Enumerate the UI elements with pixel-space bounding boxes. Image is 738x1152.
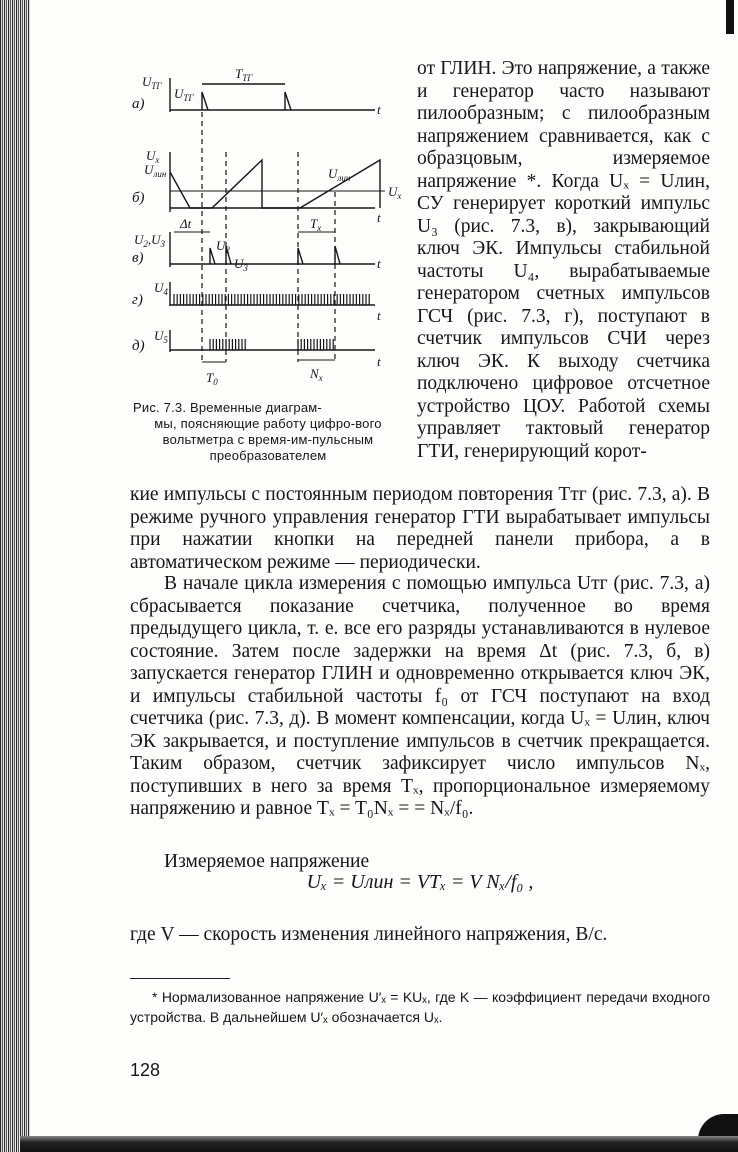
- pulse-u3-2: [335, 246, 340, 264]
- t-label-g: t: [377, 308, 381, 323]
- axis-label-v: $U_2,U_3$: [134, 232, 166, 249]
- row-label-d: д): [132, 338, 145, 354]
- paragraph-continuation: кие импульсы с постоянным периодом повторения Tтг (рис. 7.3, а). В режиме ручного управления генератор ГТИ вырабатывает импульсы при нажатии кнопки на передней панели прибора, а в автоматическом режиме — периодически.: [130, 484, 710, 573]
- paragraph-measurement-cycle: В начале цикла измерения с помощью импульса Uтг (рис. 7.3, а) сбрасывается показание счетчика, полученное во время предыдущего цикла, т. е. все его разряды устанавливаются в нулевое состояние. Затем после задержки на время Δt (рис. 7.3, б, в) запускается генератор ГЛИН и одновременно открывается ключ ЭК, и импульсы стабильной частоты f₀ от ГСЧ поступают на вход счетчика (рис. 7.3, д). В момент компенсации, когда Uₓ = Uлин, ключ ЭК закрывается, и поступление импульсов в счетчик прекращается. Таким образом, счетчик зафиксирует число импульсов Nₓ, поступивших в него за время Tₓ, пропорциональное измеряемому напряжению и равное Tₓ = T₀Nₓ = = Nₓ/f₀.: [130, 573, 710, 819]
- pulse-u2-1: [210, 248, 215, 264]
- t-label-a: t: [377, 102, 381, 117]
- caption-rest: мы, поясняющие работу цифро-вого вольтметра с время-им-пульсным преобразователем: [154, 416, 382, 463]
- formula-explanation: где V — скорость изменения линейного напряжения, В/с.: [130, 924, 608, 945]
- footnote: * Нормализованное напряжение U′ₓ = KUₓ, где K — коэффициент передачи входного устройства. В дальнейшем U′ₓ обозначается Uₓ.: [130, 989, 710, 1025]
- page-number: 128: [130, 1060, 161, 1080]
- row-label-b: б): [132, 190, 145, 206]
- pulse-utg-1: [202, 92, 208, 110]
- label-u2: $U_2$: [216, 238, 230, 255]
- axis-label-a: $U_{ТГ}$: [142, 74, 162, 91]
- book-binding-edge: [0, 0, 30, 1152]
- scan-corner-mark: [726, 0, 734, 34]
- figure-caption: [133, 400, 403, 464]
- t-label-v: t: [377, 256, 381, 271]
- t-label-d: t: [377, 354, 381, 369]
- right-column-text: от ГЛИН. Это напряжение, а также и генератор часто называют пилообразным; с пилообразным напряжением сравнивается, как с образцовым, измеряемое напряжение *. Когда Uₓ = Uлин, СУ генерирует короткий импульс U₃ (рис. 7.3, в), закрывающий ключ ЭК. Импульсы стабильной частоты U₄, вырабатываемые генератором счетных импульсов ГСЧ (рис. 7.3, г), поступают в счетчик импульсов СЧИ через ключ ЭК. К выходу счетчика подключено цифровое отсчетное устройство ЦОУ. Работой схемы управляет тактовый генератор ГТИ, генерирующий корот-: [417, 58, 710, 462]
- row-label-v: в): [132, 250, 144, 266]
- label-utg-inner: $U_{ТГ}$: [174, 86, 194, 103]
- footnote-rule: [130, 978, 230, 979]
- row-label-a: а): [132, 96, 145, 112]
- row-label-g: г): [132, 292, 143, 308]
- caption-lead: Рис. 7.3. Временные диаграм-: [133, 400, 322, 415]
- pulse-train-u5: [210, 339, 333, 350]
- label-u3: $U_3$: [234, 256, 248, 273]
- timing-diagram: [130, 62, 405, 387]
- axis-label-g: $U_4$: [154, 280, 168, 297]
- t-label-b: t: [377, 210, 381, 225]
- pulse-utg-2: [285, 92, 291, 110]
- label-delta-t: Δt: [180, 216, 192, 231]
- label-tx: $T_x$: [310, 216, 322, 233]
- scan-bottom-edge: [20, 1136, 738, 1152]
- formula: Uₓ = Uлин = VTₓ = V Nₓ/f₀ ,: [306, 871, 534, 893]
- label-ulin-inner: $U_{лин}$: [328, 166, 351, 183]
- axis-label-b-ulin: $U_{лин}$: [144, 162, 167, 179]
- label-nx: $N_x$: [310, 366, 323, 383]
- pulse-u2-2: [298, 248, 303, 264]
- label-period: $T_{ТГ}$: [235, 66, 253, 83]
- label-t0: $T_0$: [206, 370, 218, 387]
- axis-label-b-ux: $U_x$: [146, 148, 160, 165]
- label-ux-right: $U_x$: [388, 184, 402, 201]
- axis-label-d: $U_5$: [154, 328, 168, 345]
- pulse-train-u4: [174, 294, 369, 305]
- formula-label: Измеряемое напряжение: [164, 851, 370, 872]
